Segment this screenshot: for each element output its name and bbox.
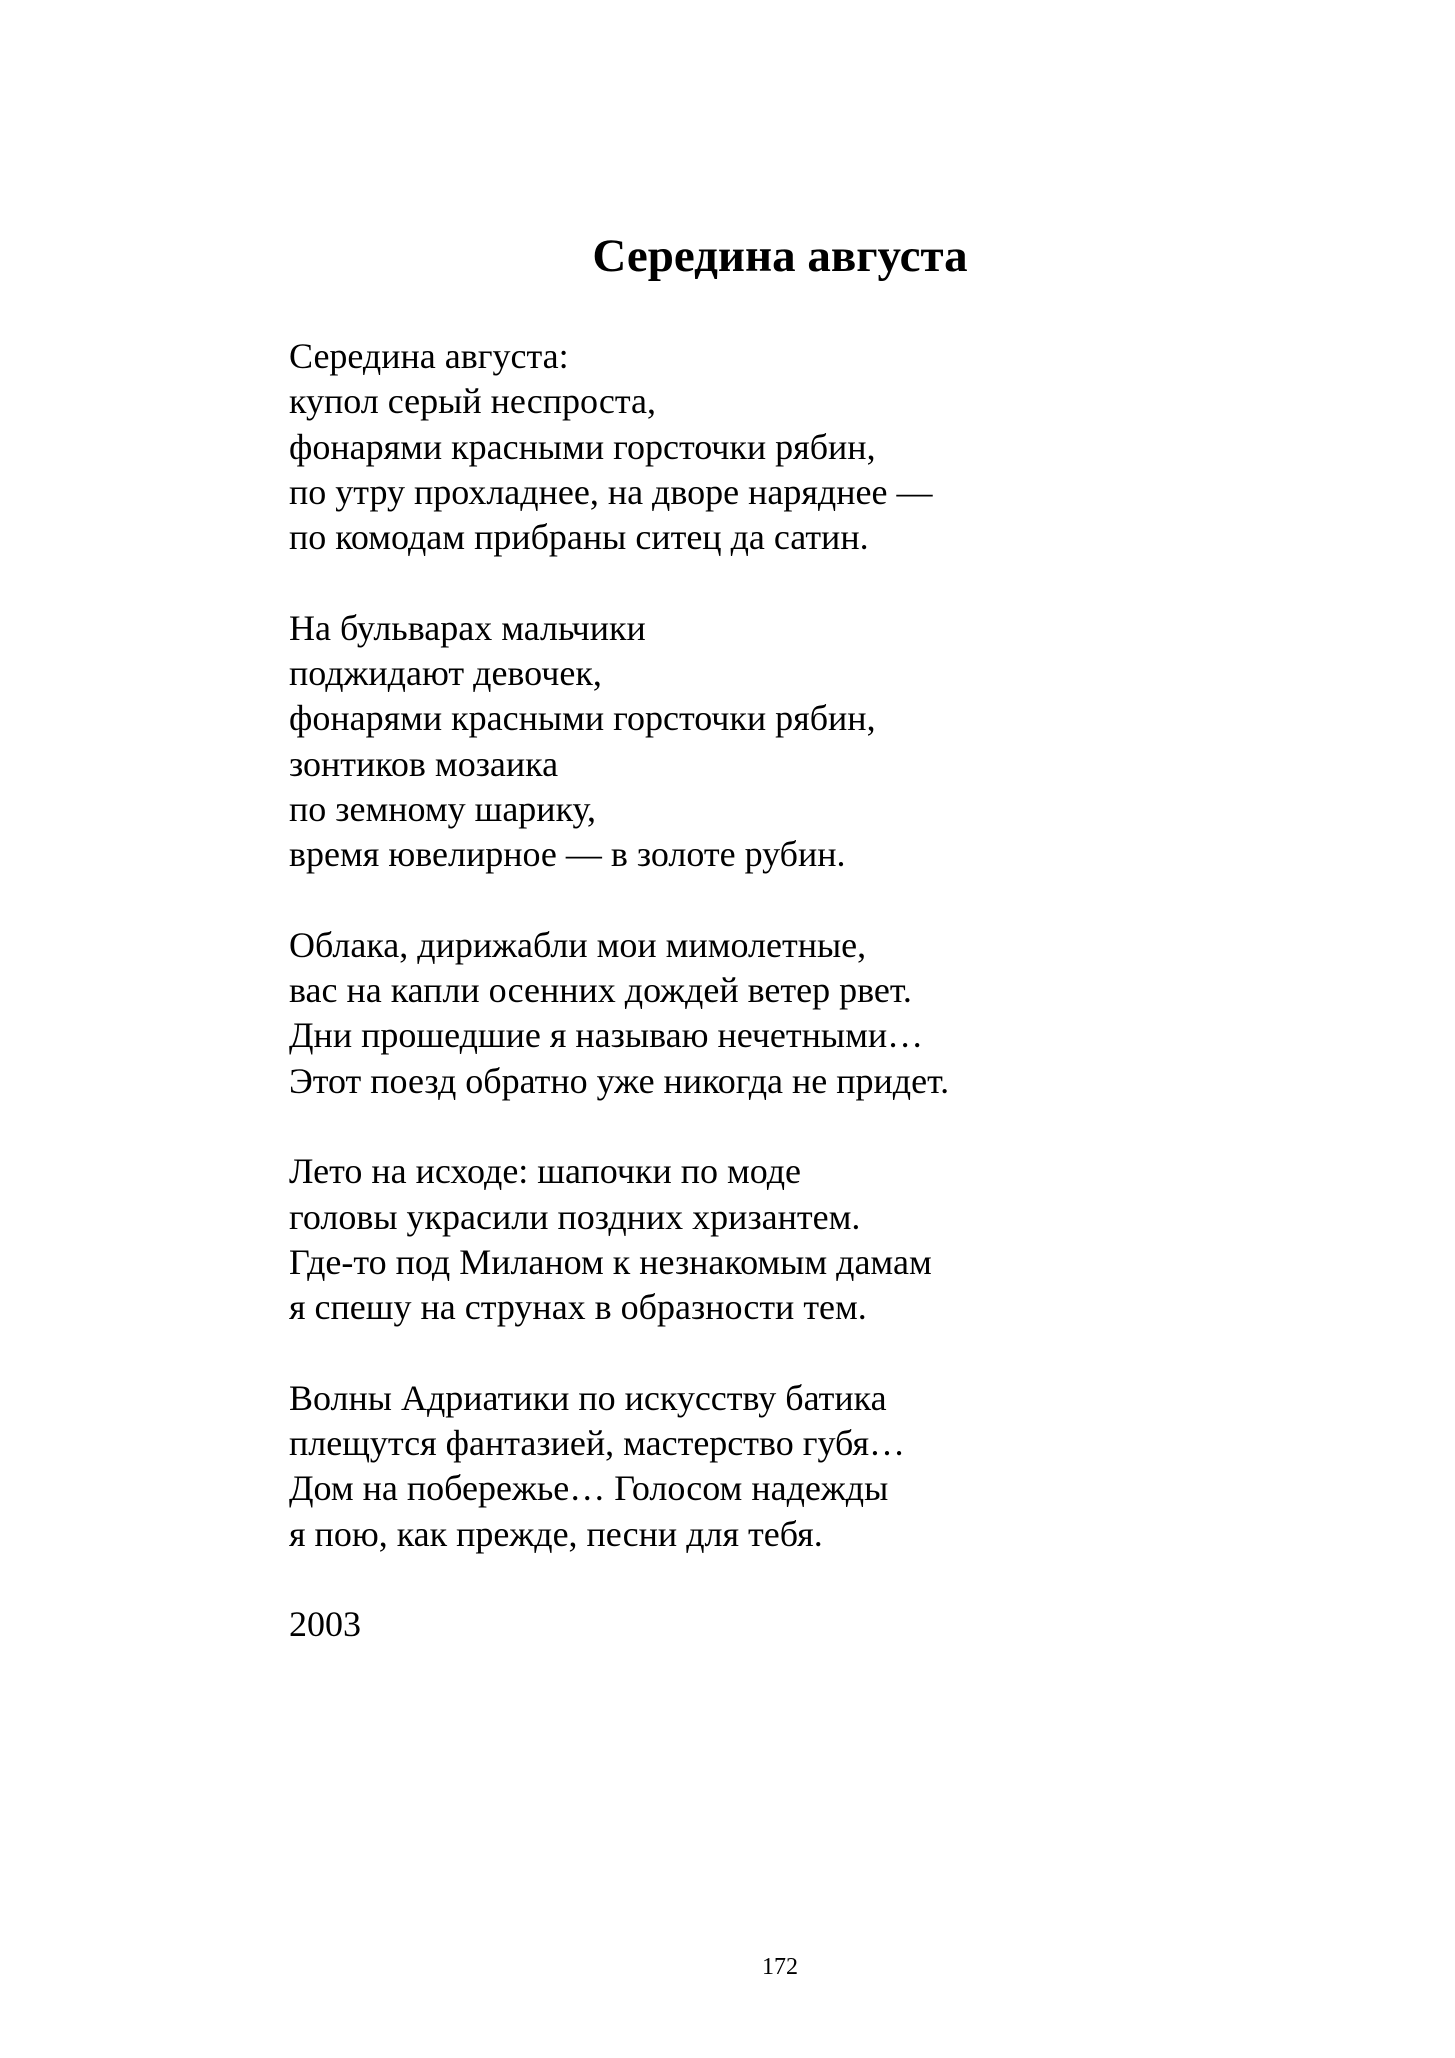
stanza-5 — [289, 1376, 949, 1557]
poem-line: вас на капли осенних дождей ветер рвет. — [289, 970, 912, 1011]
page-number: 172 — [762, 1954, 798, 1980]
poem-line: Этот поезд обратно уже никогда не придет. — [289, 1060, 950, 1101]
poem-line: я пою, как прежде, песни для тебя. — [289, 1513, 823, 1554]
poem-line: Дом на побережье… Голосом надежды — [289, 1468, 889, 1509]
poem-line: по комодам прибраны ситец да сатин. — [289, 517, 869, 558]
poem-line: зонтиков мозаика — [289, 743, 559, 784]
poem-line: Середина августа: — [289, 336, 569, 376]
poem-line: головы украсили поздних хризантем. — [289, 1196, 861, 1237]
poem-line: Волны Адриатики по искусству батика — [289, 1377, 887, 1418]
poem-line: На бульварах мальчики — [289, 607, 646, 648]
poem-line: купол серый неспроста, — [289, 381, 656, 422]
poem-line: время ювелирное — в золоте рубин. — [289, 834, 846, 875]
poem-line: Лето на исходе: шапочки по моде — [289, 1151, 802, 1192]
poem-line: по земному шарику, — [289, 788, 596, 829]
poem-line: я спешу на струнах в образности тем. — [289, 1287, 867, 1328]
stanza-1 — [289, 334, 949, 560]
poem-line: по утру прохладнее, на дворе наряднее — — [289, 471, 933, 512]
poem-body — [289, 334, 949, 1648]
stanza-4 — [289, 1149, 949, 1330]
poem-title: Середина августа — [592, 230, 968, 282]
poem-line: Где-то под Миланом к незнакомым дамам — [289, 1241, 932, 1282]
poem-line: фонарями красными горсточки рябин, — [289, 698, 876, 739]
poem-line: фонарями красными горсточки рябин, — [289, 426, 876, 467]
stanza-3 — [289, 923, 949, 1104]
poem-line: Дни прошедшие я называю нечетными… — [289, 1015, 924, 1056]
poem-line: плещутся фантазией, мастерство губя… — [289, 1423, 906, 1464]
poem-line: Облака, дирижабли мои мимолетные, — [289, 924, 867, 965]
poem-year: 2003 — [289, 1604, 361, 1645]
stanza-2 — [289, 606, 949, 878]
poem-line: поджидают девочек, — [289, 653, 602, 694]
